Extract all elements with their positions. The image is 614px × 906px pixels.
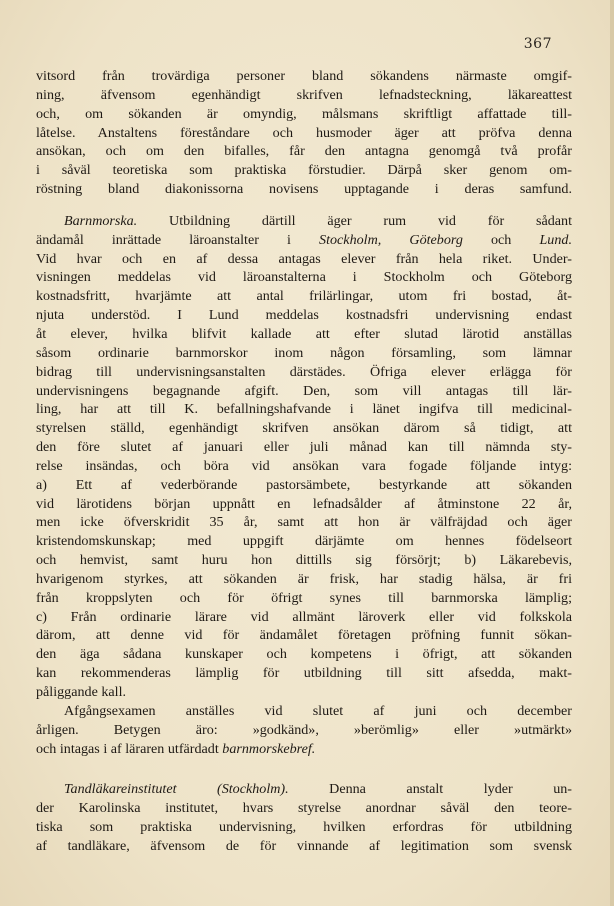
text-line: Vid hvar och en af dessa antagas elever från hela riket. Under-: [36, 250, 572, 267]
city-lund: Lund.: [539, 231, 572, 248]
paragraph-afgangsexamen: [36, 702, 572, 759]
text-line: den före slutet af januari eller juli månad kan till nämnda sty-: [36, 439, 572, 456]
paragraph-spacer: [36, 758, 572, 780]
text-line: [36, 740, 572, 759]
text-line: ning, äfvensom egenhändigt skrifven lefnadsteckning, läkareattest: [36, 86, 572, 103]
text-line: visningen meddelas vid läroanstalterna i Stockholm och Göteborg: [36, 269, 572, 286]
text-line: kristendomskunskap; med uppgift därjämte om hennes födelseort: [36, 533, 572, 550]
text-line: kostnadsfritt, hvarjämte att antal frilärlingar, utom fri bostad, åt-: [36, 288, 572, 305]
city-goteborg: Göteborg: [409, 231, 463, 248]
text-line: hvarigenom styrkes, att sökanden är frisk, har stadig hälsa, är fri: [36, 570, 572, 587]
text-line: njuta understöd. I Lund meddelas kostnadsfri undervisning endast: [36, 307, 572, 324]
text-line: [36, 780, 572, 799]
text-line: därom, att denne vid för ändamålet företagen pröfning funnit sökan-: [36, 627, 572, 644]
text-fragment: Utbildning därtill äger rum vid för sådant: [169, 212, 572, 229]
text-line: vitsord från trovärdiga personer bland sökandens närmaste omgif-: [36, 68, 572, 84]
text-line: [36, 231, 572, 250]
section-heading-barnmorska: Barnmorska.: [64, 212, 138, 229]
text-line: c) Från ordinarie lärare vid allmänt läroverk eller vid folkskola: [36, 608, 572, 625]
text-line: påliggande kall.: [36, 684, 127, 700]
text-line: vid lärotidens början uppnått en lefnadsålder af åtminstone 22 år,: [36, 495, 572, 512]
text-line: tiska som praktiska undervisning, hvilken erfordras för utbildning: [36, 819, 572, 836]
text-line: styrelsen ställd, egenhändigt skrifven ansökan därom så tidigt, att: [36, 420, 572, 437]
text-line: såsom ordinarie barnmorskor inom någon församling, som lämnar: [36, 344, 572, 361]
text-line: den äga sådana kunskaper och kompetens i öfrigt, att sökanden: [36, 646, 572, 663]
paragraph-spacer: [36, 199, 572, 212]
text-line: ling, har att till K. befallningshafvande i länet ingifva till medicinal-: [36, 401, 572, 418]
page-number: 367: [523, 36, 552, 52]
text-line: kan rekommenderas lämplig för utbildning till sitt afsedda, makt-: [36, 665, 572, 682]
text-line: åt elever, hvilka blifvit kallade att efter slutad lärotid anställas: [36, 325, 572, 342]
text-line: a) Ett af vederbörande pastorsämbete, bestyrkande att sökanden: [36, 476, 572, 493]
text-line: ansökan, och om den bifalles, får den antagna genomgå två profår: [36, 143, 572, 160]
paragraph-barnmorska: [36, 212, 572, 702]
section-heading-tandlakareinstitutet: Tandläkareinstitutet (Stockholm).: [64, 781, 289, 798]
text-line: bidrag till undervisningsanstalten därstädes. Öfriga elever erlägga för: [36, 363, 572, 380]
text-line: Afgångsexamen anställes vid slutet af juni och december: [64, 702, 572, 719]
page-edge: [610, 0, 614, 906]
text-line: undervisningens begagnande afgift. Den, som vill antagas till lär-: [36, 382, 572, 399]
text-line: men icke öfverskridit 35 år, samt att hon är välfräjdad och äger: [36, 514, 572, 531]
text-fragment: och: [491, 231, 512, 248]
text-line: af tandläkare, äfvensom de för vinnande af legitimation som svensk: [36, 837, 572, 854]
text-line: årligen. Betygen äro: »godkänd», »berömlig» eller »utmärkt»: [36, 721, 572, 738]
text-fragment: och intagas i af läraren utfärdadt: [36, 740, 219, 757]
text-line: röstning bland diakonissorna novisens upptagande i deras samfund.: [36, 181, 572, 198]
text-line: [36, 212, 572, 231]
term-barnmorskebref: barnmorskebref.: [222, 740, 316, 757]
text-line: der Karolinska institutet, hvars styrelse anordnar såväl den teore-: [36, 800, 572, 817]
text-line: låtelse. Anstaltens föreståndare och husmoder äger att pröfva denna: [36, 124, 572, 141]
text-fragment: ändamål inrättade läroanstalter i: [36, 231, 291, 248]
text-line: och hemvist, samt huru hon dittills sig försörjt; b) Läkarebevis,: [36, 552, 572, 569]
text-line: i såväl teoretiska som praktiska förstudier. Därpå sker genom om-: [36, 162, 572, 179]
city-stockholm: Stockholm,: [319, 231, 382, 248]
paragraph-tandlakareinstitutet: [36, 780, 572, 855]
text-line: relse insändas, och böra vid ansökan vara fogade följande intyg:: [36, 457, 572, 474]
text-line: från kroppslyten och för öfrigt synes till barnmorska lämplig;: [36, 589, 572, 606]
text-line: och, om sökanden är omyndig, målsmans skriftligt affattade till-: [36, 105, 572, 122]
paragraph-diakonissa: [36, 67, 572, 199]
body-text: [36, 67, 572, 856]
text-fragment: Denna anstalt lyder un-: [329, 781, 572, 798]
